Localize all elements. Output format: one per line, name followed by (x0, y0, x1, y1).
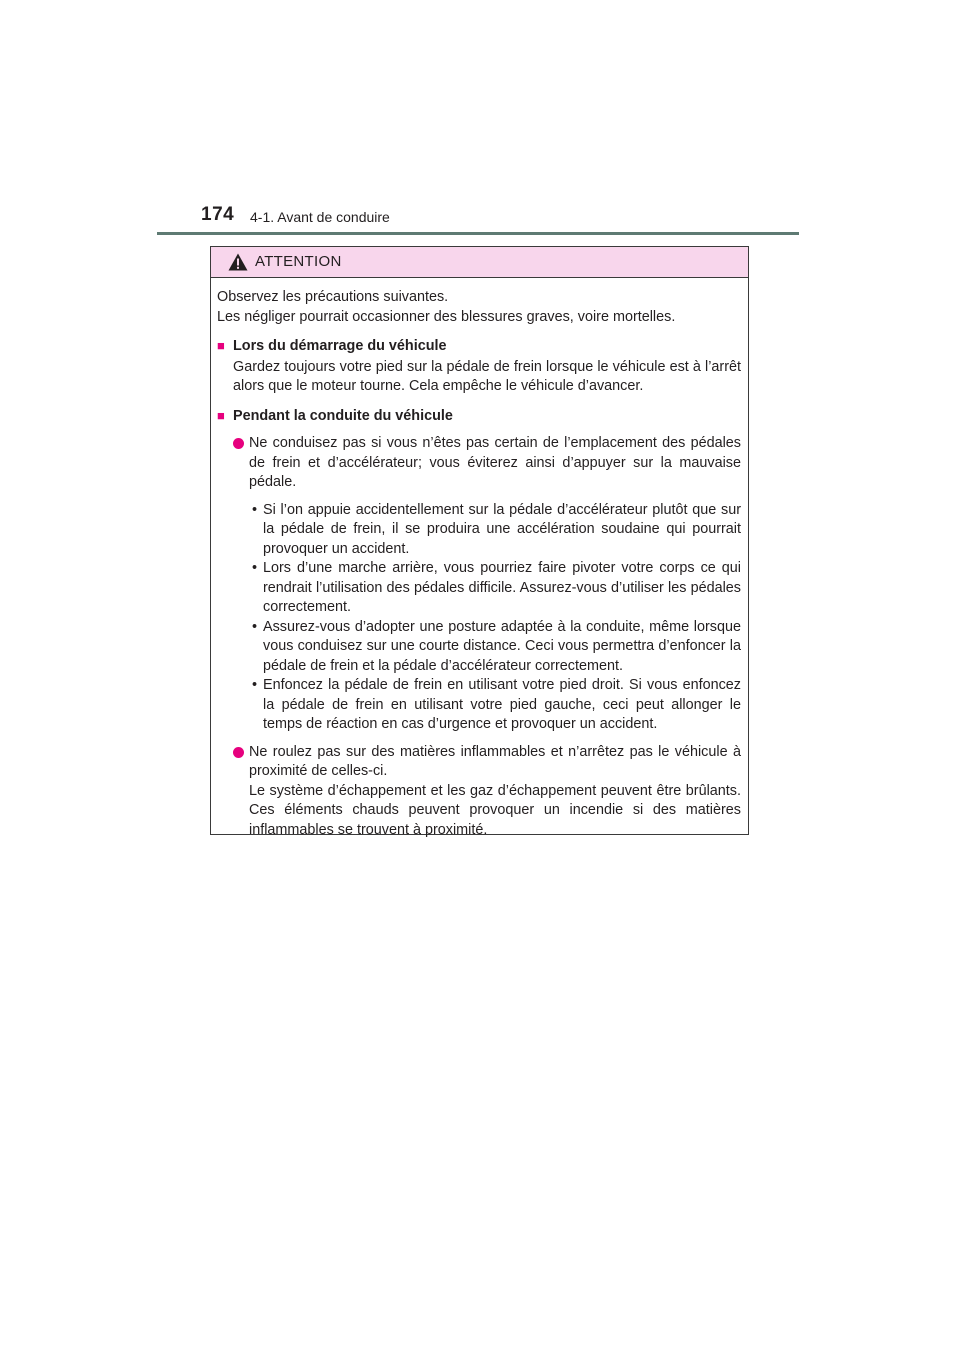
page-number: 174 (201, 204, 235, 225)
dot-bullet-icon: • (252, 560, 258, 576)
circle-bullet-icon (233, 747, 244, 758)
sub-bullet-item (249, 501, 741, 560)
list-item (233, 743, 741, 841)
page-header (0, 0, 960, 240)
intro-line: Les négliger pourrait occasionner des blessures graves, voire mortelles. (217, 308, 676, 325)
section-heading-text: Pendant la conduite du véhicule (233, 407, 453, 424)
caution-header (211, 247, 748, 278)
caution-box (210, 246, 749, 838)
section-heading (217, 406, 741, 427)
intro-line: Observez les précautions suivantes. (217, 289, 449, 305)
section-text: Gardez toujours votre pied sur la pédale de frein lorsque le véhicule est à l’arrêt alors que le moteur tourne. Cela empêche le véhicule d’avancer. (233, 358, 741, 394)
sub-bullet-text: Si l’on appuie accidentellement sur la pédale d’accélérateur plutôt que sur la pédale de frein, il se produira une accélération soudaine qui pourrait provoquer un accident. (263, 501, 741, 557)
circle-bullet-icon (233, 438, 244, 449)
sub-bullet-item (249, 676, 741, 735)
caution-intro (217, 288, 741, 327)
sub-bullet-text: Assurez-vous d’adopter une posture adaptée à la conduite, même lorsque vous conduisez sur une courte distance. Ceci vous permettra d’enfoncer la pédale de frein et la pédale d’accélérateur correctement. (263, 618, 741, 674)
section-heading-text: Lors du démarrage du véhicule (233, 338, 447, 354)
item-paragraph: Ne roulez pas sur des matières inflammables et n’arrêtez pas le véhicule à proximité de celles-ci. (249, 743, 741, 779)
dot-bullet-icon: • (252, 618, 258, 635)
square-bullet-icon: ■ (217, 407, 225, 423)
sub-bullet-item (249, 559, 741, 618)
header-rule (157, 232, 799, 235)
square-bullet-icon: ■ (217, 338, 225, 353)
caution-title: ATTENTION (255, 253, 342, 270)
section-heading (217, 336, 741, 357)
dot-bullet-icon: • (252, 677, 258, 693)
list-item-text (249, 743, 741, 841)
section-title: 4-1. Avant de conduire (250, 209, 390, 225)
warning-triangle-icon (228, 253, 248, 271)
list-item (233, 434, 741, 493)
caution-body (211, 278, 748, 840)
sub-bullet-list (249, 501, 741, 735)
list-item-text (249, 434, 741, 493)
sub-bullet-item (249, 618, 741, 677)
dot-bullet-icon: • (252, 501, 258, 518)
sub-bullet-text: Enfoncez la pédale de frein en utilisant votre pied droit. Si vous enfoncez la pédale de frein en utilisant votre pied gauche, ceci peut allonger le temps de réaction en cas d’urgence et provoquer un accident. (263, 677, 741, 732)
item-paragraph: Ne conduisez pas si vous n’êtes pas certain de l’emplacement des pédales de frein et d’accélérateur; vous éviterez ainsi d’appuyer sur la mauvaise pédale. (249, 435, 741, 490)
sub-bullet-text: Lors d’une marche arrière, vous pourriez faire pivoter votre corps ce qui rendrait l’utilisation des pédales difficile. Assurez-vous d’utiliser les pédales correctement. (263, 560, 741, 615)
item-paragraph: Le système d’échappement et les gaz d’échappement peuvent être brûlants. Ces éléments chauds peuvent provoquer un incendie si des matières inflammables se trouvent à proximité. (249, 782, 741, 838)
